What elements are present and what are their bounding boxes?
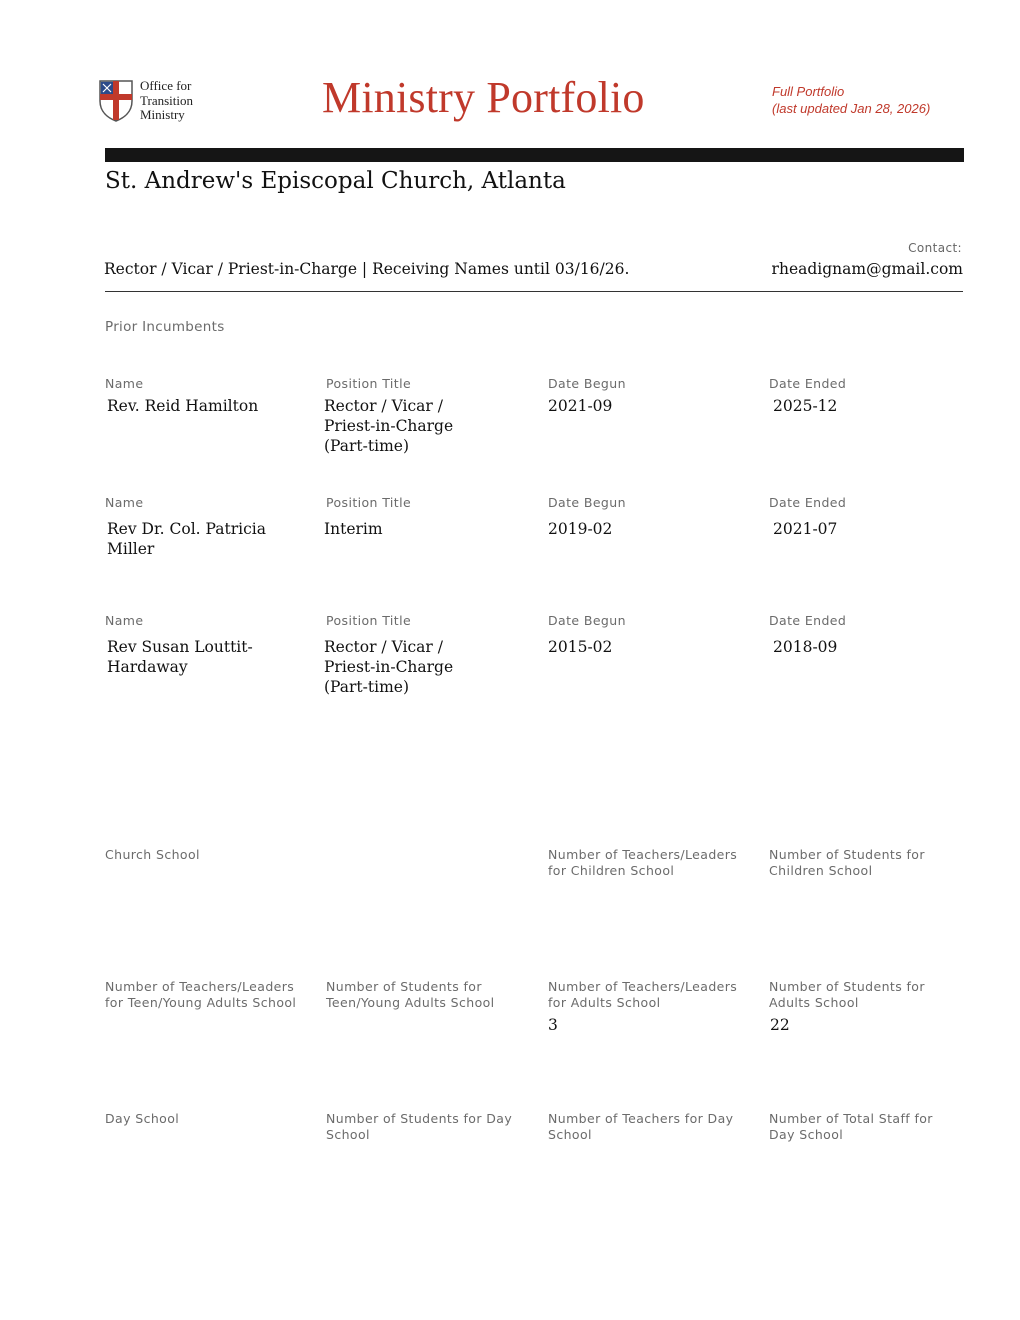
incumbent-name: Rev Susan Louttit-Hardaway: [107, 638, 253, 676]
last-updated: (last updated Jan 28, 2026): [772, 101, 931, 116]
day-school-heading: Day School: [105, 1111, 180, 1126]
teen-students-label: Number of Students for Teen/Young Adults School: [326, 979, 495, 1010]
children-teachers-label: Number of Teachers/Leaders for Children School: [548, 847, 738, 878]
church-name: St. Andrew's Episcopal Church, Atlanta: [105, 168, 566, 194]
name-label: Name: [105, 613, 144, 628]
portfolio-type: Full Portfolio: [772, 84, 845, 99]
episcopal-shield-logo-icon: [98, 79, 134, 123]
logo-line: Office for: [140, 78, 192, 93]
logo-wordmark: [140, 79, 193, 123]
date-ended-label: Date Ended: [769, 613, 847, 628]
adult-teachers-value: 3: [548, 1016, 558, 1034]
logo-line: Ministry: [140, 107, 185, 122]
position-summary: Rector / Vicar / Priest-in-Charge | Receiving Names until 03/16/26.: [104, 260, 630, 278]
divider-line: [105, 291, 963, 292]
contact-label: Contact:: [908, 241, 962, 255]
incumbent-date-ended: 2021-07: [773, 520, 838, 538]
position-title-label: Position Title: [326, 495, 412, 510]
incumbent-name: Rev. Reid Hamilton: [107, 397, 259, 415]
incumbent-date-begun: 2015-02: [548, 638, 613, 656]
adult-students-value: 22: [770, 1016, 790, 1034]
adult-students-label: Number of Students for Adults School: [769, 979, 925, 1010]
incumbent-name: Rev Dr. Col. Patricia Miller: [107, 520, 266, 558]
day-school-staff-label: Number of Total Staff for Day School: [769, 1111, 933, 1142]
header-divider-bar: [105, 148, 964, 162]
prior-incumbents-heading: Prior Incumbents: [105, 319, 225, 335]
logo-line: Transition: [140, 92, 193, 108]
position-title-label: Position Title: [326, 376, 412, 391]
incumbent-date-ended: 2025-12: [773, 397, 838, 415]
incumbent-position-title: Interim: [324, 520, 383, 538]
portfolio-status-note: [772, 83, 930, 117]
children-students-label: Number of Students for Children School: [769, 847, 925, 878]
church-school-heading: Church School: [105, 847, 200, 862]
date-begun-label: Date Begun: [548, 376, 626, 391]
contact-email-link[interactable]: rheadignam@gmail.com: [771, 260, 963, 278]
date-begun-label: Date Begun: [548, 613, 626, 628]
incumbent-date-ended: 2018-09: [773, 638, 838, 656]
date-begun-label: Date Begun: [548, 495, 626, 510]
position-title-label: Position Title: [326, 613, 412, 628]
teen-teachers-label: Number of Teachers/Leaders for Teen/Young Adults School: [105, 979, 297, 1010]
date-ended-label: Date Ended: [769, 495, 847, 510]
date-ended-label: Date Ended: [769, 376, 847, 391]
day-school-teachers-label: Number of Teachers for Day School: [548, 1111, 734, 1142]
incumbent-date-begun: 2021-09: [548, 397, 613, 415]
incumbent-position-title: Rector / Vicar / Priest-in-Charge (Part-time): [324, 397, 454, 455]
incumbent-position-title: Rector / Vicar / Priest-in-Charge (Part-time): [324, 638, 454, 696]
page-title: Ministry Portfolio: [322, 73, 645, 122]
adult-teachers-label: Number of Teachers/Leaders for Adults School: [548, 979, 738, 1010]
name-label: Name: [105, 376, 144, 391]
day-school-students-label: Number of Students for Day School: [326, 1111, 513, 1142]
name-label: Name: [105, 495, 144, 510]
incumbent-date-begun: 2019-02: [548, 520, 613, 538]
